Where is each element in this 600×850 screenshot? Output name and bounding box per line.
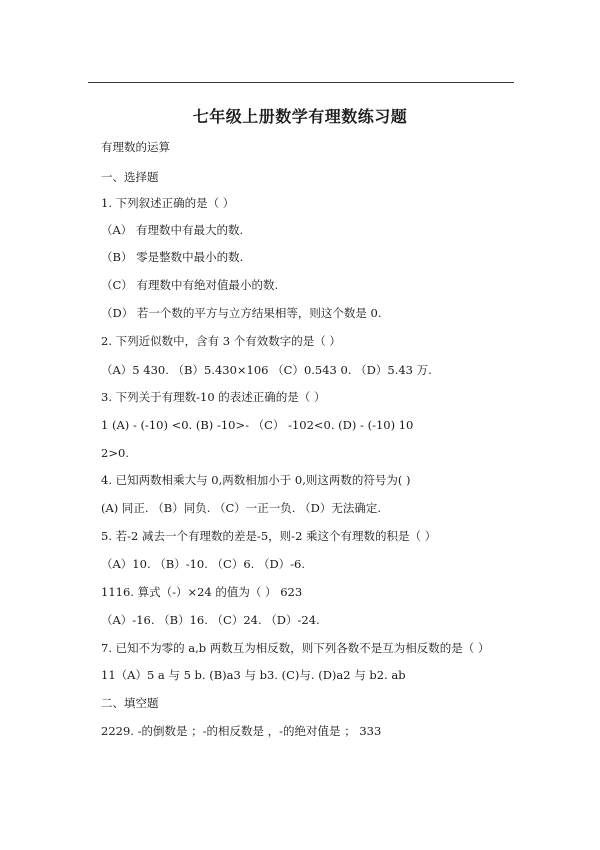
question-2-options: （A）5 430. （B）5.430×106 （C）0.543 0. （D）5.43 万. [101,363,432,377]
question-2: 2. 下列近似数中，含有 3 个有效数字的是（ ） [101,334,341,348]
question-9: 2229. -的倒数是 ；-的相反数是 ，-的绝对值是 ； 333 [101,724,382,738]
question-7-options: 11（A）5 a 与 5 b. (B)a3 与 b3. (C)与. (D)a2 与 b2. ab [101,668,406,682]
question-3-options-continued: 2>0. [101,446,129,460]
document-title: 七年级上册数学有理数练习题 [192,107,408,126]
question-5-options: （A）10. （B）-10. （C）6. （D）-6. [101,557,306,571]
question-6: 1116. 算式（-）×24 的值为（ ） 623 [101,585,303,599]
question-6-options: （A）-16. （B）16. （C）24. （D）-24. [101,613,320,627]
question-3-options: 1 (A) - (-10) <0. (B) -10>- （C） -102<0. (D) - (-10) 10 [101,418,414,432]
question-1-option-d: （D） 若一个数的平方与立方结果相等，则这个数是 0. [101,306,382,320]
question-7: 7. 已知不为零的 a,b 两数互为相反数，则下列各数不是互为相反数的是（ ） [101,641,490,655]
section-heading-choice: 一、选择题 [101,170,159,184]
question-3: 3. 下列关于有理数-10 的表述正确的是（ ） [101,390,326,404]
question-4-options: (A) 同正. （B）同负. （C）一正一负. （D）无法确定. [101,501,381,515]
section-subtitle: 有理数的运算 [101,140,170,154]
header-rule [88,82,514,83]
question-4: 4. 已知两数相乘大与 0,两数相加小于 0,则这两数的符号为( ) [101,473,411,487]
question-1-option-a: （A） 有理数中有最大的数. [101,223,244,237]
section-heading-fill: 二、填空题 [101,696,159,710]
question-1: 1. 下列叙述正确的是（ ） [101,196,235,210]
question-1-option-b: （B） 零是整数中最小的数. [101,250,244,264]
question-5: 5. 若-2 减去一个有理数的差是-5，则-2 乘这个有理数的积是（ ） [101,529,437,543]
question-1-option-c: （C） 有理数中有绝对值最小的数. [101,278,279,292]
